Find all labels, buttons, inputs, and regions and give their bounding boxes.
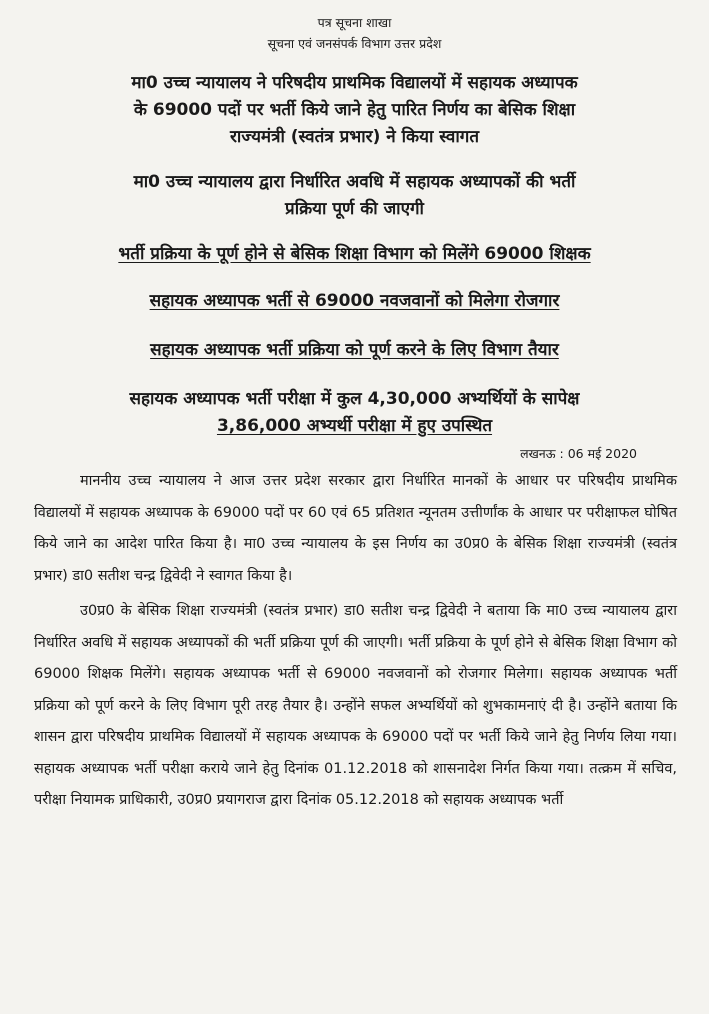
headline-teachers-count [30, 241, 679, 268]
document-header [30, 0, 679, 54]
headline-department-ready [30, 337, 679, 364]
headline-court-decision [30, 70, 679, 151]
body-paragraph: उ0प्र0 के बेसिक शिक्षा राज्यमंत्री (स्वतंत्र प्रभार) डा0 सतीश चन्द्र द्विवेदी ने बताया कि मा0 उच्च न्यायालय द्वारा निर्धारित अवधि में सहायक अध्यापकों की भर्ती प्रक्रिया पूर्ण की जाएगी। भर्ती प्रक्रिया के पूर्ण होने से बेसिक शिक्षा विभाग को 69000 शिक्षक मिलेंगे। सहायक अध्यापक भर्ती से 69000 नवजवानों को रोजगार मिलेगा। सहायक अध्यापक भर्ती प्रक्रिया को पूर्ण करने के लिए विभाग पूरी तरह तैयार है। उन्होंने सफल अभ्यर्थियों को शुभकामनाएं दी है। उन्होंने बताया कि शासन द्वारा परिषदीय प्राथमिक विद्यालयों में सहायक अध्यापक के 69000 पदों पर भर्ती किये जाने हेतु निर्णय लिया गया। सहायक अध्यापक भर्ती परीक्षा कराये जाने हेतु दिनांक 01.12.2018 को शासनादेश निर्गत किया गया। तत्क्रम में सचिव, परीक्षा नियामक प्राधिकारी, उ0प्र0 प्रयागराज द्वारा दिनांक 05.12.2018 को सहायक अध्यापक भर्ती [34, 603, 677, 808]
headline-line: सहायक अध्यापक भर्ती परीक्षा में कुल 4,30,000 अभ्यर्थियों के सापेक्ष [129, 389, 580, 409]
headline-line: सहायक अध्यापक भर्ती से 69000 नवजवानों को मिलेगा रोजगार [149, 291, 560, 311]
headline-recruitment-timeline [30, 169, 679, 223]
header-office-name: पत्र सूचना शाखा [317, 15, 392, 30]
header-department-name: सूचना एवं जनसंपर्क विभाग उत्तर प्रदेश [267, 36, 442, 51]
headline-employment [30, 288, 679, 315]
headline-line: मा0 उच्च न्यायालय ने परिषदीय प्राथमिक विद्यालयों में सहायक अध्यापक [131, 73, 578, 93]
headline-line: राज्यमंत्री (स्वतंत्र प्रभार) ने किया स्वागत [229, 127, 480, 147]
dateline: लखनऊ : 06 मई 2020 [520, 446, 637, 461]
headline-line: प्रक्रिया पूर्ण की जाएगी [285, 199, 424, 219]
headline-line: सहायक अध्यापक भर्ती प्रक्रिया को पूर्ण करने के लिए विभाग तैयार [150, 340, 559, 360]
headline-line: 3,86,000 अभ्यर्थी परीक्षा में हुए उपस्थित [216, 416, 493, 436]
headline-line: भर्ती प्रक्रिया के पूर्ण होने से बेसिक शिक्षा विभाग को मिलेंगे 69000 शिक्षक [118, 244, 591, 264]
headline-line: के 69000 पदों पर भर्ती किये जाने हेतु पारित निर्णय का बेसिक शिक्षा [133, 100, 576, 120]
headline-exam-attendance [30, 386, 679, 440]
headline-line: मा0 उच्च न्यायालय द्वारा निर्धारित अवधि में सहायक अध्यापकों की भर्ती [133, 172, 576, 192]
body-paragraph: माननीय उच्च न्यायालय ने आज उत्तर प्रदेश सरकार द्वारा निर्धारित मानकों के आधार पर परिषदीय प्राथमिक विद्यालयों में सहायक अध्यापक के 69000 पदों पर 60 एवं 65 प्रतिशत न्यूनतम उत्तीर्णांक के आधार पर परीक्षाफल घोषित किये जाने का आदेश पारित किया है। मा0 उच्च न्यायालय के इस निर्णय का उ0प्र0 के बेसिक शिक्षा राज्यमंत्री (स्वतंत्र प्रभार) डा0 सतीश चन्द्र द्विवेदी ने स्वागत किया है। [34, 473, 677, 584]
